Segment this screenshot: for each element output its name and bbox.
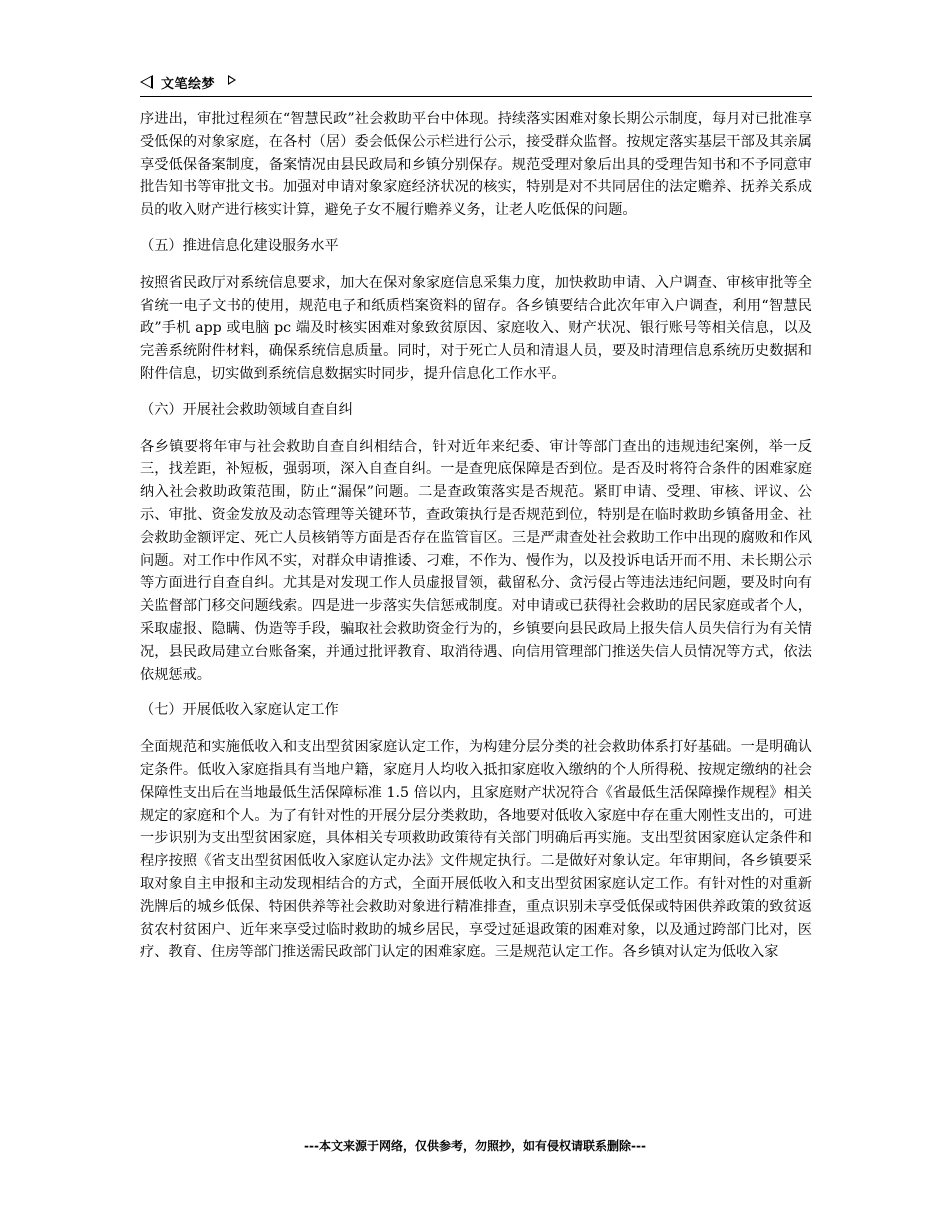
header-title: 文笔绘梦 — [161, 77, 216, 92]
paragraph-approval-process: 序进出，审批过程须在“智慧民政”社会救助平台中体现。持续落实困难对象长期公示制度，每月对已批准享受低保的对象家庭，在各村（居）委会低保公示栏进行公示，接受群众监督。按规定落实基层干部及其亲属享受低保备案制度，备案情况由县民政局和乡镇分别保存。规范受理对象后出具的受理告知书和不予同意审批告知书等审批文书。加强对申请对象家庭经济状况的核实，特别是对不共同居住的法定赡养、抚养关系成员的收入财产进行核实计算，避免子女不履行赡养义务，让老人吃低保的问题。 — [140, 111, 812, 219]
paragraph-low-income-identification: 全面规范和实施低收入和支出型贫困家庭认定工作，为构建分层分类的社会救助体系打好基础。一是明确认定条件。低收入家庭指具有当地户籍，家庭月人均收入抵扣家庭收入缴纳的个人所得税、按规定缴纳的社会保障性支出后在当地最低生活保障标准 1.5 倍以内，且家庭财产状况符合《省最低生活保障操作规程》相关规定的家庭和个人。为了有针对性的开展分层分类救助，各地要对低收入家庭中存在重大刚性支出的，可进一步识别为支出型贫困家庭，具体相关专项救助政策待有关部门明确后再实施。支出型贫困家庭认定条件和程序按照《省支出型贫困低收入家庭认定办法》文件规定执行。二是做好对象认定。年审期间，各乡镇要采取对象自主申报和主动发现相结合的方式，全面开展低收入和支出型贫困家庭认定工作。有针对性的对重新洗牌后的城乡低保、特困供养等社会救助对象进行精准排查，重点识别未享受低保或特困供养政策的致贫返贫农村贫困户、近年来享受过临时救助的城乡居民，享受过延退政策的困难对象，以及通过跨部门比对，医疗、教育、住房等部门推送需民政部门认定的困难家庭。三是规范认定工作。各乡镇对认定为低收入家 — [140, 739, 812, 961]
section-heading-7: （七）开展低收入家庭认定工作 — [140, 702, 339, 719]
section-heading-6: （六）开展社会救助领域自查自纠 — [140, 401, 353, 418]
document-body — [140, 108, 812, 964]
paragraph-self-inspection: 各乡镇要将年审与社会救助自查自纠相结合，针对近年来纪委、审计等部门查出的违规违纪案例，举一反三，找差距，补短板，强弱项，深入自查自纠。一是查兜底保障是否到位。是否及时将符合条件的困难家庭纳入社会救助政策范围，防止“漏保”问题。二是查政策落实是否规范。紧盯申请、受理、审核、评议、公示、审批、资金发放及动态管理等关键环节，查政策执行是否规范到位，特别是在临时救助乡镇备用金、社会救助金额评定、死亡人员核销等方面是否存在监管盲区。三是严肃查处社会救助工作中出现的腐败和作风问题。对工作中作风不实，对群众申请推诿、刁难，不作为、慢作为，以及投诉电话开而不用、未长期公示等方面进行自查自纠。尤其是对发现工作人员虚报冒领，截留私分、贪污侵占等违法违纪问题，要及时向有关监督部门移交问题线索。四是进一步落实失信惩戒制度。对申请或已获得社会救助的居民家庭或者个人，采取虚报、隐瞒、伪造等手段，骗取社会救助资金行为的，乡镇要向县民政局上报失信人员失信行为有关情况，县民政局建立台账备案，并通过批评教育、取消待遇、向信用管理部门推送失信人员情况等方式，依法依规惩戒。 — [140, 438, 812, 683]
page-header — [140, 70, 812, 97]
section-heading-5: （五）推进信息化建设服务水平 — [140, 237, 339, 254]
triangle-right-icon — [228, 75, 236, 85]
paragraph-informatization: 按照省民政厅对系统信息要求，加大在保对象家庭信息采集力度，加快救助申请、入户调查、审核审批等全省统一电子文书的使用，规范电子和纸质档案资料的留存。各乡镇要结合此次年审入户调查，利用“智慧民政”手机 app 或电脑 pc 端及时核实困难对象致贫原因、家庭收入、财产状况、银行账号等相关信息，以及完善系统附件材料，确保系统信息质量。同时，对于死亡人员和清退人员，要及时清理信息系统历史数据和附件信息，切实做到系统信息数据实时同步，提升信息化工作水平。 — [140, 274, 812, 382]
page-footer-disclaimer: ---本文来源于网络，仅供参考，勿照抄，如有侵权请联系删除--- — [304, 1139, 646, 1153]
triangle-left-icon — [140, 75, 153, 89]
